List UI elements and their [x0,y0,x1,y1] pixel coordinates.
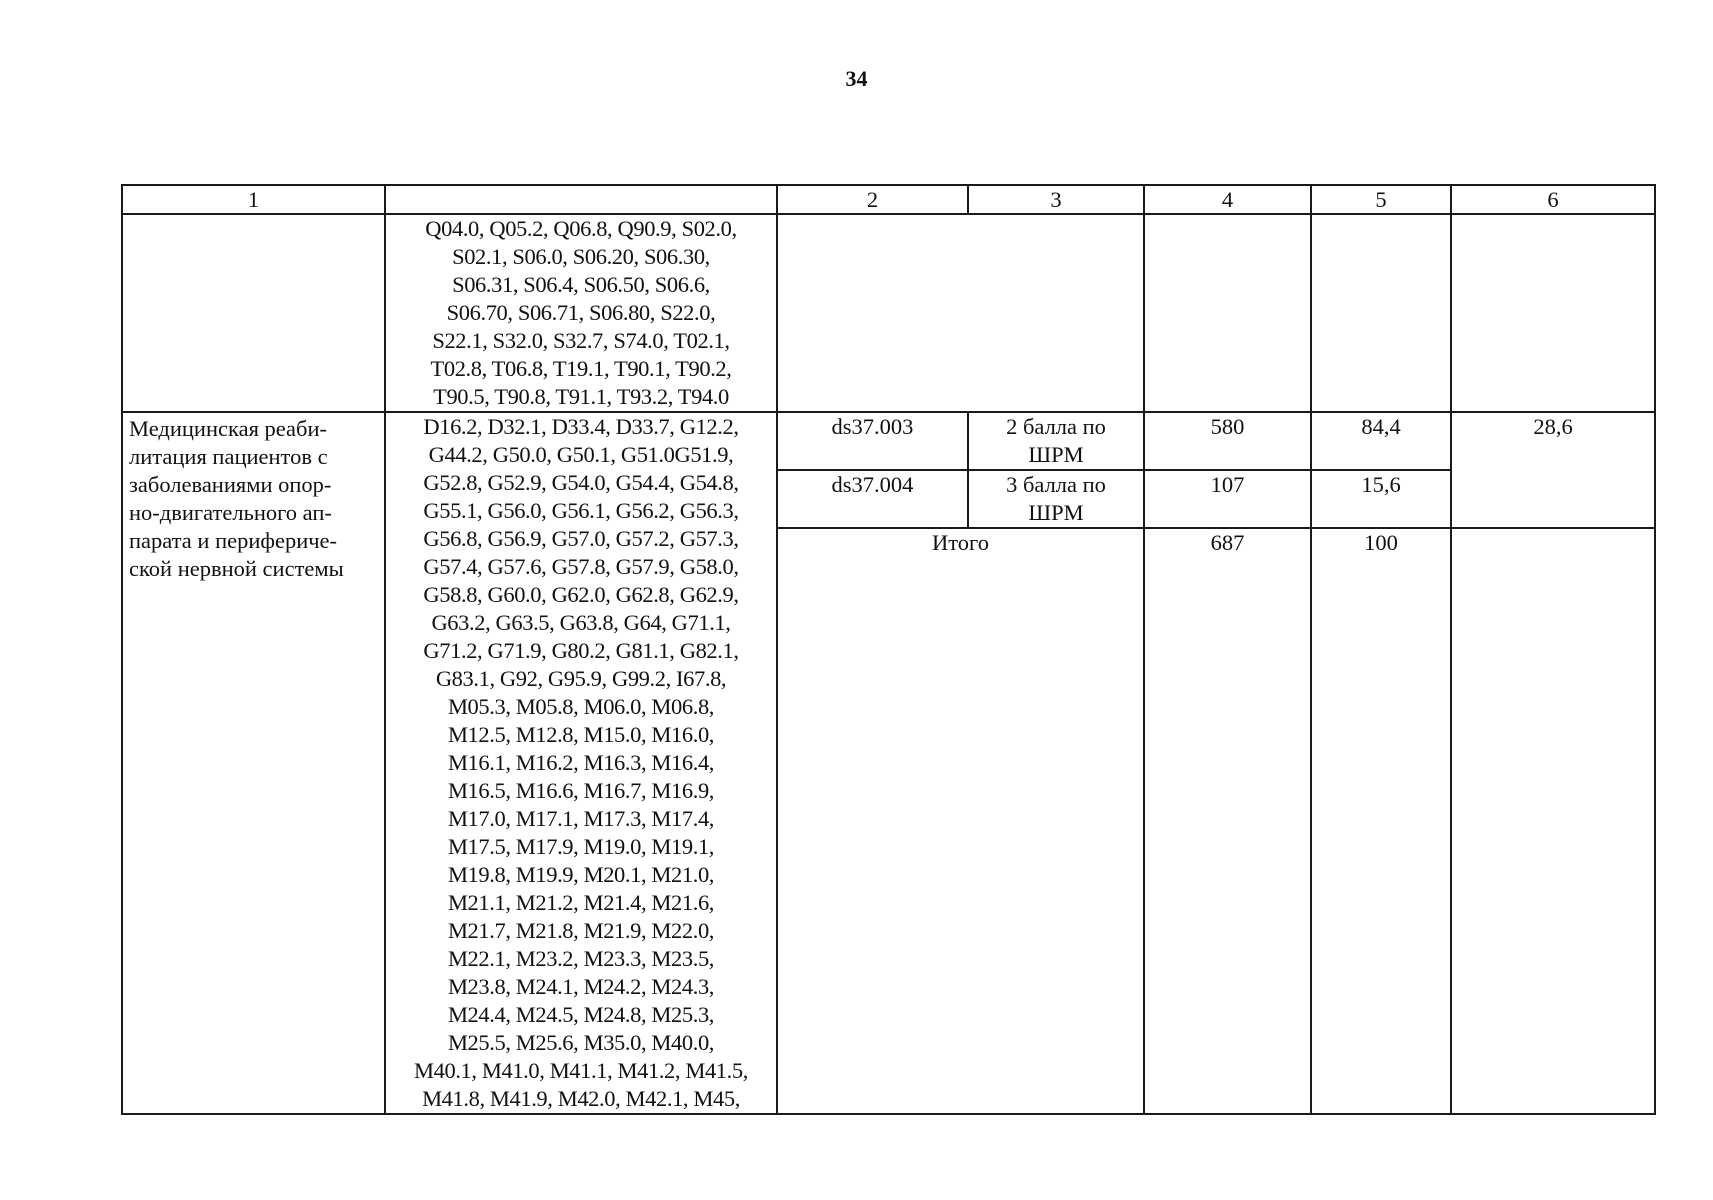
diagnosis-codes-line: T02.8, T06.8, T19.1, T90.1, T90.2, [430,356,732,381]
total-label-cell: Итого [777,528,1144,1114]
rehab-name-line: литация пациентов с [129,444,328,469]
diagnosis-codes-line: G58.8, G60.0, G62.0, G62.8, G62.9, [423,582,739,607]
percent-cell: 84,4 [1311,412,1451,470]
continuation-empty-cell [1311,214,1451,412]
header-cell-3: 3 [968,185,1144,214]
criterion-text: 2 балла по [1006,414,1106,439]
diagnosis-codes-line: M21.7, M21.8, M21.9, M22.0, [447,918,715,943]
diagnosis-codes-line: G55.1, G56.0, G56.1, G56.2, G56.3, [423,498,739,523]
rehab-name-line: но-двигательного ап- [129,500,332,525]
header-cell-4: 4 [1144,185,1311,214]
count-cell: 107 [1144,470,1311,528]
diagnosis-codes-line: G83.1, G92, G95.9, G99.2, I67.8, [435,666,727,691]
diagnosis-codes-line: S02.1, S06.0, S06.20, S06.30, [452,244,710,269]
diagnosis-codes-line: S06.70, S06.71, S06.80, S22.0, [446,300,716,325]
diagnosis-codes-line: M19.8, M19.9, M20.1, M21.0, [447,862,715,887]
count-cell: 580 [1144,412,1311,470]
criterion-text: 3 балла по [1006,472,1106,497]
diagnosis-codes-line: M41.8, M41.9, M42.0, M42.1, M45, [422,1086,740,1111]
diagnosis-codes-line: D16.2, D32.1, D33.4, D33.7, G12.2, [423,414,739,439]
rehab-name-cell [122,412,385,1114]
diagnosis-codes-line: M16.1, M16.2, M16.3, M16.4, [447,750,715,775]
diagnosis-codes-line: G71.2, G71.9, G80.2, G81.1, G82.1, [423,638,739,663]
header-cell-1: 1 [122,185,385,214]
diagnosis-codes-line: G52.8, G52.9, G54.0, G54.4, G54.8, [423,470,739,495]
diagnosis-codes-line: S06.31, S06.4, S06.50, S06.6, [452,272,710,297]
header-row [122,185,1655,214]
continuation-empty-cell [777,214,1144,412]
col6-value-cell: 28,6 [1451,412,1655,528]
diagnosis-codes-line: Q04.0, Q05.2, Q06.8, Q90.9, S02.0, [425,216,737,241]
header-cell-2: 2 [777,185,968,214]
continuation-row [122,214,1655,412]
total-count-cell: 687 [1144,528,1311,1114]
group-code-cell: ds37.003 [777,412,968,470]
percent-cell: 15,6 [1311,470,1451,528]
diagnosis-codes-line: G56.8, G56.9, G57.0, G57.2, G57.3, [423,526,739,551]
diagnosis-codes-line: M17.5, M17.9, M19.0, M19.1, [447,834,715,859]
diagnosis-codes-line: G57.4, G57.6, G57.8, G57.9, G58.0, [423,554,739,579]
rehab-codes-cell [385,412,777,1114]
continuation-name-cell [122,214,385,412]
page-number: 34 [845,66,868,91]
diagnosis-codes-line: M23.8, M24.1, M24.2, M24.3, [447,974,715,999]
total-col6-cell [1451,528,1655,1114]
continuation-empty-cell [1144,214,1311,412]
rehab-name-line: Медицинская реаби- [129,416,328,441]
group-code-cell: ds37.004 [777,470,968,528]
criterion-text: ШРМ [1028,500,1084,525]
diagnosis-codes-line: S22.1, S32.0, S32.7, S74.0, T02.1, [432,328,730,353]
header-cell-blank [385,185,777,214]
criterion-cell [968,412,1144,470]
criterion-text: ШРМ [1028,442,1084,467]
rehab-row-1 [122,412,1655,470]
diagnosis-codes-line: M21.1, M21.2, M21.4, M21.6, [447,890,715,915]
rehab-name-line: парата и перифериче- [129,528,338,553]
diagnosis-codes-line: M05.3, M05.8, M06.0, M06.8, [447,694,715,719]
continuation-empty-cell [1451,214,1655,412]
diagnosis-codes-line: M40.1, M41.0, M41.1, M41.2, M41.5, [414,1058,748,1083]
diagnosis-codes-line: M12.5, M12.8, M15.0, M16.0, [447,722,715,747]
header-cell-5: 5 [1311,185,1451,214]
tariff-table [121,184,1656,1115]
continuation-codes-cell [385,214,777,412]
criterion-cell [968,470,1144,528]
total-percent-cell: 100 [1311,528,1451,1114]
diagnosis-codes-line: G44.2, G50.0, G50.1, G51.0G51.9, [428,442,734,467]
diagnosis-codes-line: M17.0, M17.1, M17.3, M17.4, [447,806,715,831]
diagnosis-codes-line: T90.5, T90.8, T91.1, T93.2, T94.0 [433,384,729,409]
diagnosis-codes-line: G63.2, G63.5, G63.8, G64, G71.1, [431,610,731,635]
diagnosis-codes-line: M24.4, M24.5, M24.8, M25.3, [447,1002,715,1027]
diagnosis-codes-line: M25.5, M25.6, M35.0, M40.0, [447,1030,715,1055]
rehab-name-line: ской нервной системы [129,556,344,581]
rehab-name-line: заболеваниями опор- [129,472,332,497]
header-cell-6: 6 [1451,185,1655,214]
diagnosis-codes-line: M16.5, M16.6, M16.7, M16.9, [447,778,715,803]
diagnosis-codes-line: M22.1, M23.2, M23.3, M23.5, [447,946,715,971]
